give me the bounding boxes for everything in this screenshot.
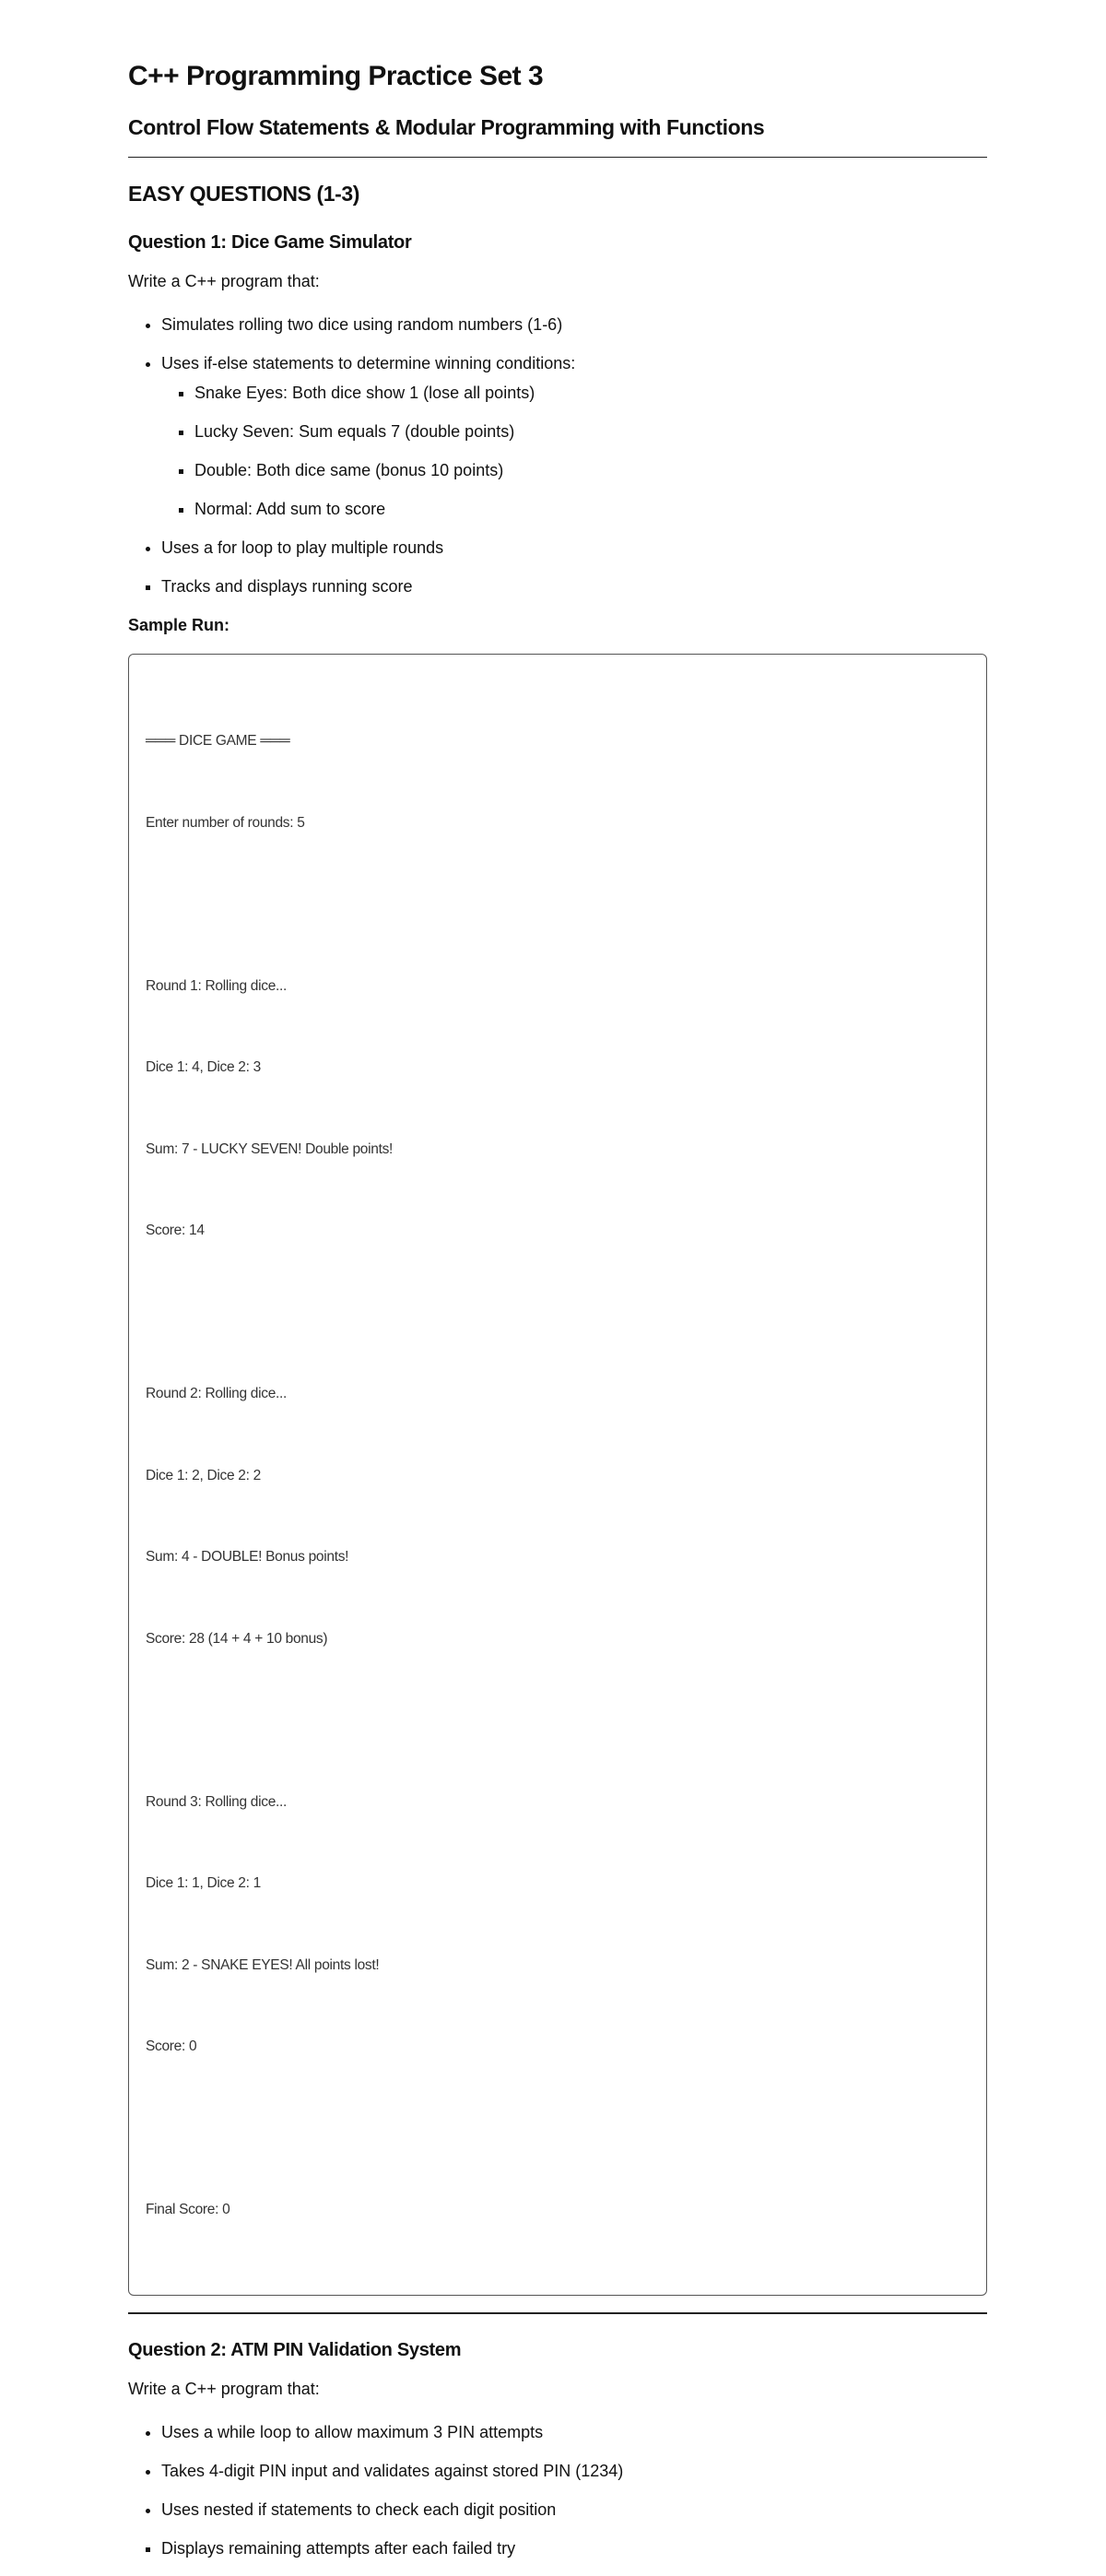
sub-list-item: ▪ Lucky Seven: Sum equals 7 (double points) xyxy=(194,420,987,443)
output-line xyxy=(146,1299,970,1327)
list-item: • Uses nested if statements to check each digit position xyxy=(161,2499,987,2521)
output-line: Round 1: Rolling dice... xyxy=(146,977,288,994)
list-item: • Uses a for loop to play multiple rounds xyxy=(161,537,987,559)
output-line: Dice 1: 2, Dice 2: 2 xyxy=(146,1467,261,1483)
output-line: Round 2: Rolling dice... xyxy=(146,1386,288,1401)
document-page xyxy=(128,55,987,2576)
output-line: Score: 14 xyxy=(146,1223,205,1238)
list-item: ▪ Tracks and displays running score xyxy=(161,575,987,597)
output-line xyxy=(146,891,970,918)
output-line: Enter number of rounds: 5 xyxy=(146,814,305,831)
output-line xyxy=(146,2115,970,2143)
output-line: Score: 28 (14 + 4 + 10 bonus) xyxy=(146,1630,328,1647)
question-1-requirements xyxy=(128,313,987,597)
sample-run-label: Sample Run: xyxy=(128,616,230,634)
winning-conditions-list xyxy=(161,382,987,520)
list-item: • Takes 4-digit PIN input and validates against stored PIN (1234) xyxy=(161,2460,987,2482)
output-line: Dice 1: 1, Dice 2: 1 xyxy=(146,1875,261,1891)
output-line: Score: 0 xyxy=(146,2038,197,2054)
question-2-intro: Write a C++ program that: xyxy=(128,2379,320,2398)
output-line xyxy=(146,1707,970,1734)
question-2-heading: Question 2: ATM PIN Validation System xyxy=(128,2339,462,2360)
divider xyxy=(128,157,987,158)
list-item xyxy=(161,352,987,520)
document-title: C++ Programming Practice Set 3 xyxy=(128,61,544,91)
list-item: • Simulates rolling two dice using random numbers (1-6) xyxy=(161,313,987,336)
output-line: Sum: 7 - LUCKY SEVEN! Double points! xyxy=(146,1140,394,1157)
question-1-intro: Write a C++ program that: xyxy=(128,272,320,290)
output-line: Sum: 4 - DOUBLE! Bonus points! xyxy=(146,1549,349,1565)
output-line: Final Score: 0 xyxy=(146,2202,230,2217)
section-heading: EASY QUESTIONS (1-3) xyxy=(128,182,360,206)
sub-list-item: ▪ Snake Eyes: Both dice show 1 (lose all points) xyxy=(194,382,987,404)
list-item: ▪ Displays remaining attempts after each failed try xyxy=(161,2537,987,2559)
list-item-text: Uses if-else statements to determine winning conditions: xyxy=(161,354,576,372)
question-1-heading: Question 1: Dice Game Simulator xyxy=(128,232,412,253)
document-subtitle: Control Flow Statements & Modular Programming with Functions xyxy=(128,115,765,139)
output-line: ═══ DICE GAME ═══ xyxy=(146,733,290,749)
sub-list-item: ▪ Normal: Add sum to score xyxy=(194,498,987,520)
list-item: • Uses a while loop to allow maximum 3 PIN attempts xyxy=(161,2421,987,2443)
divider xyxy=(128,2312,987,2314)
output-line: Sum: 2 - SNAKE EYES! All points lost! xyxy=(146,1956,380,1973)
sample-run-output xyxy=(128,654,987,2296)
output-line: Dice 1: 4, Dice 2: 3 xyxy=(146,1059,261,1075)
sub-list-item: ▪ Double: Both dice same (bonus 10 points) xyxy=(194,459,987,481)
output-line: Round 3: Rolling dice... xyxy=(146,1793,288,1810)
question-2-requirements xyxy=(128,2421,987,2559)
